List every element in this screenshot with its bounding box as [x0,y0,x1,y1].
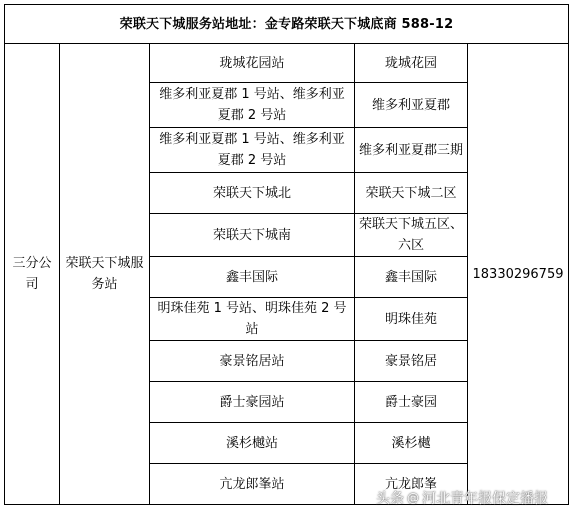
community-name: 荣联天下城二区 [355,173,468,214]
source-watermark [376,488,548,508]
station-name: 维多利亚夏郡 1 号站、维多利亚夏郡 2 号站 [150,83,355,128]
station-address-header: 荣联天下城服务站地址：金专路荣联天下城底商 588-12 [5,5,569,44]
community-name: 维多利亚夏郡三期 [355,128,468,173]
service-station-cell: 荣联天下城服务站 [60,44,150,505]
community-name: 明珠佳苑 [355,298,468,341]
community-name: 维多利亚夏郡 [355,83,468,128]
station-name: 维多利亚夏郡 1 号站、维多利亚夏郡 2 号站 [150,128,355,173]
station-name: 荣联天下城南 [150,214,355,257]
station-name: 荣联天下城北 [150,173,355,214]
community-name: 亢龙郎峯 [355,464,468,505]
header-row [5,5,569,44]
community-name: 溪杉樾 [355,423,468,464]
station-name: 爵士豪园站 [150,382,355,423]
phone-number-cell: 18330296759 [468,44,569,505]
station-name: 溪杉樾站 [150,423,355,464]
community-name: 爵士豪园 [355,382,468,423]
watermark-text: 河北青年报保定播报 [422,491,548,507]
station-name: 亢龙郎峯站 [150,464,355,505]
community-name: 鑫丰国际 [355,257,468,298]
station-name: 鑫丰国际 [150,257,355,298]
table-row [5,44,569,83]
watermark-prefix: 头条 [376,491,404,507]
station-name: 明珠佳苑 1 号站、明珠佳苑 2 号站 [150,298,355,341]
community-name: 珑城花园 [355,44,468,83]
community-name: 豪景铭居 [355,341,468,382]
station-name: 豪景铭居站 [150,341,355,382]
at-icon: @ [407,491,419,505]
station-name: 珑城花园站 [150,44,355,83]
branch-company-cell: 三分公司 [5,44,60,505]
station-table [4,4,569,505]
community-name: 荣联天下城五区、六区 [355,214,468,257]
